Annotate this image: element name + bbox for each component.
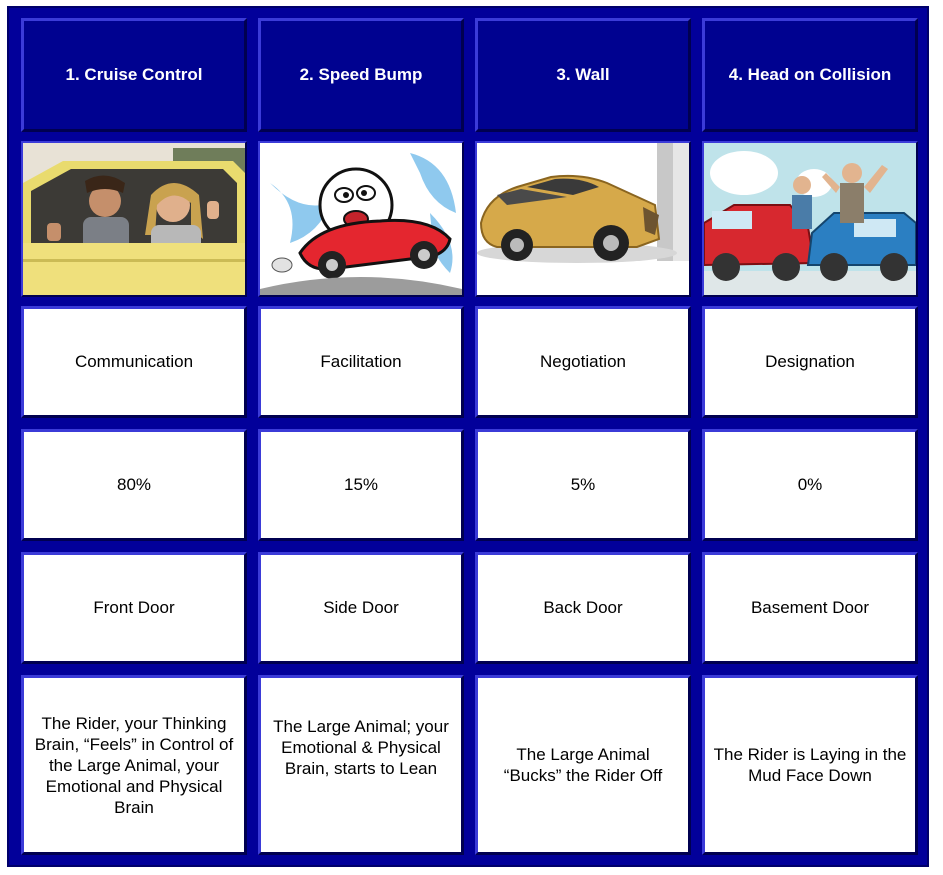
percent-cell: [475, 429, 691, 541]
car-crashed-into-wall-image: [475, 141, 691, 297]
door-label: Back Door: [543, 598, 623, 617]
percent-value: 80%: [116, 475, 152, 494]
door-label: Side Door: [323, 598, 399, 617]
percent-value: 5%: [570, 475, 596, 494]
header-wall: [475, 18, 691, 132]
door-cell: [702, 552, 918, 664]
header-cruise-control: [21, 18, 247, 132]
door-cell: [21, 552, 247, 664]
method-cell: [702, 306, 918, 418]
percent-cell: [702, 429, 918, 541]
header-label: 3. Wall: [556, 65, 610, 84]
method-cell: [258, 306, 464, 418]
description-cell: [702, 675, 918, 855]
method-cell: [21, 306, 247, 418]
header-label: 1. Cruise Control: [65, 65, 203, 84]
description-cell: [21, 675, 247, 855]
header-speed-bump: [258, 18, 464, 132]
method-label: Negotiation: [539, 352, 626, 371]
description-text: The Rider, your Thinking Brain, “Feels” in Control of the Large Animal, your Emotional and Physical Brain: [34, 713, 234, 817]
door-cell: [475, 552, 691, 664]
description-cell: [258, 675, 464, 855]
percent-cell: [21, 429, 247, 541]
method-label: Communication: [74, 352, 194, 371]
method-label: Facilitation: [320, 352, 402, 371]
description-text: The Large Animal “Bucks” the Rider Off: [503, 745, 663, 785]
description-text: The Rider is Laying in the Mud Face Down: [713, 745, 907, 785]
header-label: 2. Speed Bump: [299, 65, 423, 84]
method-label: Designation: [765, 352, 855, 371]
door-label: Basement Door: [750, 598, 870, 617]
description-text: The Large Animal; your Emotional & Physical Brain, starts to Lean: [273, 717, 449, 778]
percent-value: 15%: [343, 475, 379, 494]
head-on-collision-cartoon-image: [702, 141, 918, 297]
cartoon-car-speed-bump-image: [258, 141, 464, 297]
header-head-on-collision: [702, 18, 918, 132]
percent-cell: [258, 429, 464, 541]
description-cell: [475, 675, 691, 855]
table-board: [7, 6, 929, 867]
door-cell: [258, 552, 464, 664]
method-cell: [475, 306, 691, 418]
percent-value: 0%: [797, 475, 823, 494]
door-label: Front Door: [93, 598, 175, 617]
header-label: 4. Head on Collision: [728, 65, 892, 84]
people-in-car-image: [21, 141, 247, 297]
